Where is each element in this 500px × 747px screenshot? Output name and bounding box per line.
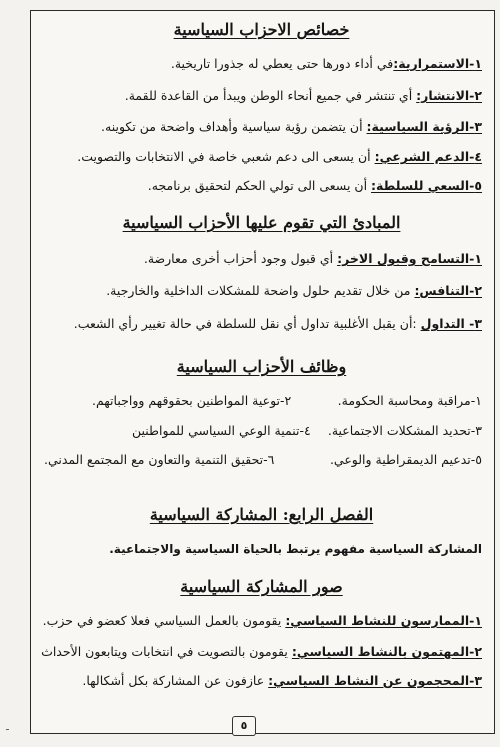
feature-item (40, 177, 482, 195)
function-item: ٢-توعية المواطنين بحقوقهم وواجباتهم. (92, 393, 292, 408)
heading-participation-forms: صور المشاركة السياسية (180, 577, 343, 596)
feature-item (40, 87, 482, 105)
page-number: ٥ (232, 716, 256, 736)
function-item: ٥-تدعيم الديمقراطية والوعي. (329, 452, 482, 467)
form-term: ١-الممارسون للنشاط السياسي: (285, 613, 482, 628)
heading-functions: وظائف الأحزاب السياسية (176, 357, 347, 376)
feature-term: ٢-الانتشار: (416, 88, 482, 103)
form-item (40, 672, 482, 690)
principle-item (40, 250, 482, 268)
feature-term: ١-الاستمرارية: (393, 56, 482, 71)
principle-item (40, 315, 482, 333)
feature-text: أن يتضمن رؤية سياسية وأهداف واضحة من تكوينه. (101, 119, 367, 134)
form-item (40, 643, 482, 661)
feature-term: ٤-الدعم الشرعي: (374, 149, 482, 164)
functions-row (40, 423, 482, 441)
form-item (40, 612, 482, 630)
form-term: ٢-المهتمون بالنشاط السياسي: (291, 644, 482, 659)
form-text: يقومون بالعمل السياسي فعلا كعضو في حزب. (42, 613, 286, 628)
feature-text: أن يسعى الى دعم شعبي خاصة في الانتخابات والتصويت. (77, 149, 375, 164)
form-term: ٣-المحجمون عن النشاط السياسي: (268, 673, 482, 688)
functions-row (40, 393, 482, 411)
principle-text: من خلال تقديم حلول واضحة للمشكلات الداخلية والخارجية. (106, 283, 415, 298)
feature-item (40, 55, 482, 73)
chapter-title: الفصل الرابع: المشاركة السياسية (149, 505, 374, 524)
feature-item (40, 148, 482, 166)
chapter-definition: المشاركة السياسية مفهوم يرتبط بالحياة السياسية والاجتماعية. (109, 542, 482, 556)
function-item: ١-مراقبة ومحاسبة الحكومة. (337, 393, 482, 408)
feature-term: ٣-الرؤية السياسية: (366, 119, 482, 134)
principle-term: ٢-التنافس: (414, 283, 482, 298)
form-text: عازفون عن المشاركة بكل أشكالها. (82, 673, 269, 688)
principle-term: ١-التسامح وقبول الاخر: (337, 251, 482, 266)
heading-principles: المبادئ التي تقوم عليها الأحزاب السياسية (122, 213, 401, 232)
form-text: يقومون بالتصويت في انتخابات ويتابعون الأحداث (41, 644, 292, 659)
principle-text: أي قبول وجود أحزاب أخرى معارضة. (143, 251, 338, 266)
feature-item (40, 118, 482, 136)
feature-text: في أداء دورها حتى يعطي له جذورا تاريخية. (170, 56, 394, 71)
principle-item (40, 282, 482, 300)
function-item: ٣-تحديد المشكلات الاجتماعية. (327, 423, 482, 438)
principle-text: :أن يقبل الأغلبية تداول أي نقل للسلطة في حالة تغيير رأي الشعب. (73, 316, 421, 331)
heading-parties-features: خصائص الاحزاب السياسية (173, 20, 350, 39)
corner-mark: ـ (6, 722, 9, 733)
function-item: ٦-تحقيق التنمية والتعاون مع المجتمع المدني. (44, 452, 275, 467)
feature-text: أن يسعى الى تولي الحكم لتحقيق برنامجه. (147, 178, 372, 193)
feature-text: أي تنتشر في جميع أنحاء الوطن ويبدأ من القاعدة للقمة. (124, 88, 417, 103)
principle-term: ٣- التداول (420, 316, 482, 331)
functions-row (40, 452, 482, 470)
function-item: ٤-تنمية الوعي السياسي للمواطنين (132, 423, 311, 438)
feature-term: ٥-السعي للسلطة: (371, 178, 482, 193)
